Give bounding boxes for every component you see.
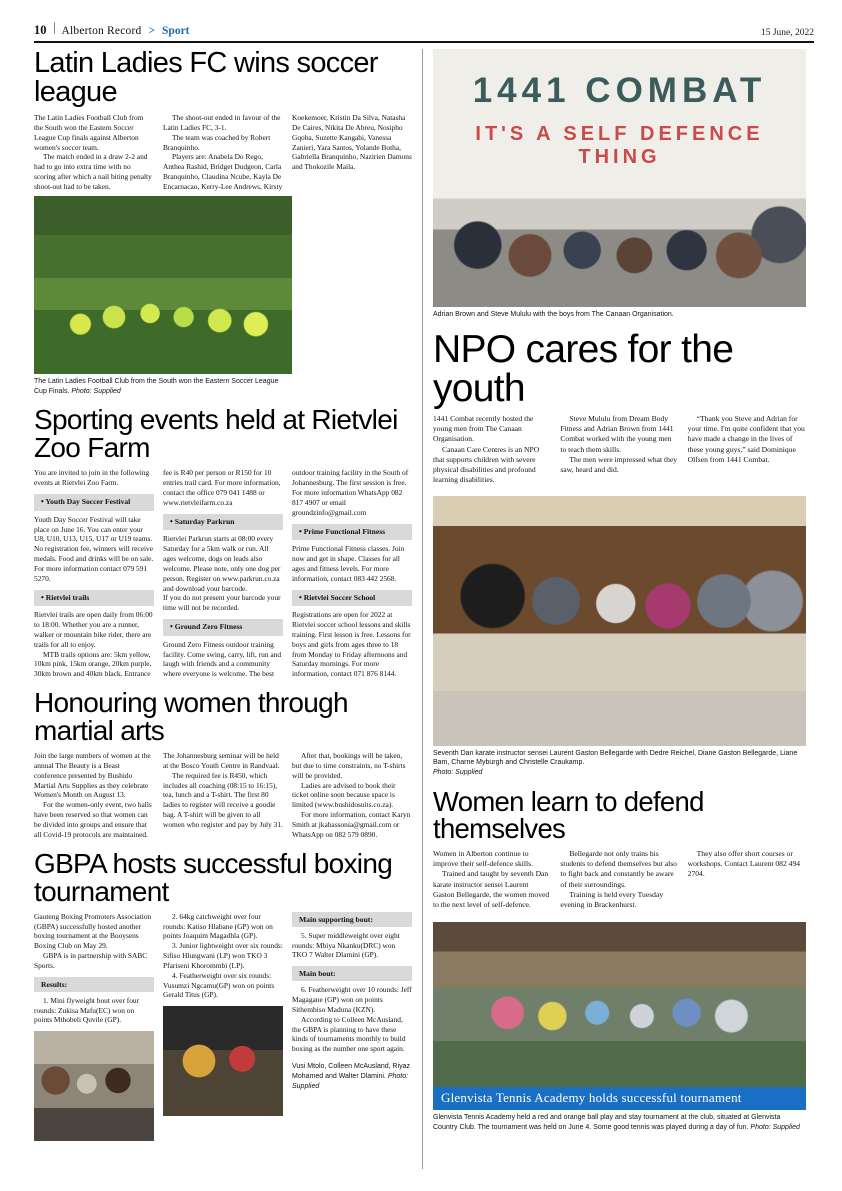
subsection-heading xyxy=(292,524,412,541)
paragraph: Join the large numbers of women at the annual The Beauty is a Beast conference presented by Bushido Martial Arts Supplies as they celebrate Women's Month on August 13. xyxy=(34,751,151,800)
issue-date: 15 June, 2022 xyxy=(760,28,814,38)
subsection-title: Saturday Parkrun xyxy=(174,516,235,526)
paragraph: For the women-only event, two halls have been reserved so that women can be divided into groups and ensure that all Covid-19 protocols are maintained. The Johannesburg seminar will be held at the Bosco Youth Centre in Randvaal. xyxy=(34,751,280,839)
subsection-title: Prime Functional Fitness xyxy=(303,526,386,536)
publication-title: Alberton Record xyxy=(61,25,142,37)
result-item: 2. 64kg catchweight over four rounds: Katiso Hlabane (GP) won on points Joaquim Magadhla (GP). xyxy=(163,911,273,941)
article-headline: NPO cares for the youth xyxy=(433,327,734,410)
article-self-defence xyxy=(433,785,806,911)
paragraph: The match ended in a draw 2-2 and had to go into extra time with no scoring after which a nail biting penalty shoot-out had to be taken. xyxy=(34,152,152,191)
caption-text: The Latin Ladies Football Club from the South won the Eastern Soccer League Cup Finals. xyxy=(34,377,279,395)
paragraph: If you do not present your barcode your time will not be recorded. xyxy=(163,593,281,613)
paragraph: Rietvlei trails are open daily from 06:00 to 18:00. Whether you are a runner, walker or mountain bike rider, there are trails for all to enjoy. xyxy=(34,610,153,649)
subsection-title: Ground Zero Fitness xyxy=(174,622,243,632)
paragraph: MTB trails options are: 5km yellow, 10km pink, 15km orange, 20km purple, 30km brown and 40km black. Entrance fee is R40 per person or R150 for 10 entries trail card. For more information, contact the office 079 041 1488 or www.rietvleifarm.co.za xyxy=(34,468,281,679)
bullet-icon: • xyxy=(299,526,302,536)
masthead-divider xyxy=(54,22,55,34)
caption-credit: Photo: Supplied xyxy=(750,1124,800,1132)
result-item: 1. Mini flyweight bout over four rounds: Zukisa Mafu(EC) won on points Mthobeli Quvile (GP). xyxy=(34,995,140,1025)
paragraph: Canaan Care Centres is an NPO that supports children with severe physical disabilities and profound learning disabilities. xyxy=(433,444,540,485)
subsection-heading xyxy=(163,619,283,636)
paragraph: Training is held every Tuesday evening in Brackenhurst. xyxy=(560,889,664,910)
paragraph: Women in Alberton continue to improve their self-defence skills. xyxy=(433,848,533,869)
article-headline: Latin Ladies FC wins soccer league xyxy=(34,47,378,108)
paragraph: The required fee is R450, which includes all coaching (08:15 to 16:15), tea, lunch and a T-shirt. The first 80 ladies to register will receive a goodie bag. A T-shirt will be given to all women who register and pay by July 31. xyxy=(163,770,283,829)
paragraph: Trained and taught by seventh Dan karate instructor sensei Laurent Gaston Bellegarde, the women moved to the next level of self-defence. xyxy=(433,869,550,910)
tennis-photo xyxy=(433,922,806,1087)
paragraph: Gauteng Boxing Promoters Association (GBPA) successfully hosted another boxing tournament at the Booysens Boxing Club on May 29. xyxy=(34,911,152,951)
paragraph: Ladies are advised to book their ticket online soon because space is limited (www.bushidosuits.co.za). xyxy=(292,780,396,810)
article-npo xyxy=(433,327,806,486)
masthead-left xyxy=(34,22,190,38)
paragraph: The men were impressed what they saw, heard and did. xyxy=(560,454,678,475)
left-column xyxy=(34,49,422,1169)
paragraph: Ground Zero Fitness outdoor training facility. Come swing, carry, lift, run and laugh with friends and a community where everyone is welcome. The best outdoor training facility in the South of Johannesburg. The first session is free. For more information WhatsApp 082 817 4907 or email groundzinfo@gmail.com xyxy=(163,468,409,679)
article-martial-arts xyxy=(34,689,412,840)
paragraph: Bellegarde not only trains his students to defend themselves but also to fight back and constantly be aware of their surroundings. xyxy=(560,848,677,889)
article-headline: Honouring women through martial arts xyxy=(34,687,348,747)
caption-text: Glenvista Tennis Academy held a red and orange ball play and stay tournament at the club, situated at Glenvista Country Club. The tournament was held on June 4. Some good tennis was played during a day of fun. xyxy=(433,1114,781,1132)
paragraph: Players are: Anabela Do Rego, Anthea Rashid, Bridget Dudgeon, Carla Branquinho, Claudina Ncube, Kayla De Encarnacao, Kerry-Lee Andrews, Kirsty Koekemoer, Kristin Da Silva, Natasha De Caires, Nikita De Abreu, Nosipho Gqoba, Suzette Kangabi, Vanessa Zanieri, Yara Santos, Yolande Botha, Gabriella Branquinho, Nazirien Damons and Thokozile Maila. xyxy=(163,113,412,191)
boxing-photo-left xyxy=(34,1031,154,1141)
paragraph: The team was coached by Robert Branquinho. xyxy=(163,132,271,152)
article-body xyxy=(433,414,806,486)
paragraph: Rietvlei Parkrun starts at 08:00 every Saturday for a 5km walk or run. All ages welcome, dogs on leads also welcome. Please note, only one dog per person. Register on www.parkrun.co.za and download your barcode. xyxy=(163,534,281,593)
subsection-title: Rietvlei Soccer School xyxy=(303,592,376,602)
photo-caption xyxy=(292,1062,412,1091)
paragraph: Prime Functional Fitness classes. Join now and get in shape. Classes for all ages and fitness levels. For more information, contact 083 442 2568. xyxy=(292,544,405,583)
paragraph: You are invited to join in the following events at Rietvlei Zoo Farm. xyxy=(34,468,150,488)
paragraph: They also offer short courses or workshops. Contact Laurent 082 494 2704. xyxy=(687,848,801,879)
page-body xyxy=(34,49,814,1169)
paragraph: 1441 Combat recently hosted the young men from The Canaan Organisation. xyxy=(433,413,534,444)
article-headline: Women learn to defend themselves xyxy=(433,785,704,845)
karate-caption xyxy=(433,749,806,778)
article-latin-ladies xyxy=(34,49,412,192)
article-headline: GBPA hosts successful boxing tournament xyxy=(34,847,393,907)
bullet-icon: • xyxy=(170,622,173,632)
paragraph: Youth Day Soccer Festival will take place on June 16. You can enter your U8, U10, U13, U15, U17 or U19 teams. No registration fee, winners will receive medals. Food and drinks will be on sale. For more information contact 079 591 5270. xyxy=(34,514,154,583)
bout-item: According to Colleen McAusland, the GBPA is planning to have these kinds of tournaments monthly to build boxing as the number one sport again. xyxy=(292,1014,406,1054)
right-column xyxy=(422,49,806,1169)
caption-credit: Photo: Supplied xyxy=(71,387,121,395)
paragraph: GBPA is in partnership with SABC Sports. xyxy=(34,951,148,970)
caption-text: Seventh Dan karate instructor sensei Laurent Gaston Bellegarde with Dedre Reichel, Diane Gaston Bellegarde, Liane Bam, Charne Myburgh and Christelle Craukamp. xyxy=(433,749,798,767)
combat-tagline: IT'S A SELF DEFENCE THING xyxy=(475,123,764,168)
bout-item: 5. Super middleweight over eight rounds: Mbiya Nkanku(DRC) won TKO 7 Walter Dlamini (GP). xyxy=(292,930,400,960)
bout-item: 6. Featherweight over 10 rounds: Jeff Magagane (GP) won on points Sithembiso Maduna (KZN). xyxy=(292,985,412,1014)
paragraph: “Thank you Steve and Adrian for your time. I'm quite confident that you have made a change in the lives of these young guys,” said Dominique Olfsen from 1441 Combat. xyxy=(687,413,805,464)
subsection-heading xyxy=(34,590,154,607)
result-item: 4. Featherweight over six rounds: Vusumzi Ngcamu(GP) won on points Gerald Titus (GP). xyxy=(163,970,275,1000)
caption-credit: Photo: Supplied xyxy=(292,1072,409,1090)
caption-credit: Photo: Supplied xyxy=(433,769,483,777)
subsection-heading xyxy=(34,494,154,511)
article-body xyxy=(34,751,412,840)
bullet-icon: • xyxy=(170,516,173,526)
tennis-block xyxy=(433,922,806,1133)
main-supporting-heading: Main supporting bout: xyxy=(292,912,412,927)
caption-text: Vusi Mtolo, Colleen McAusland, Riyaz Mohamed and Walter Dlamini. xyxy=(292,1063,411,1080)
subsection-title: Rietvlei trails xyxy=(45,592,90,602)
combat-logo xyxy=(433,71,806,111)
article-body xyxy=(34,113,412,192)
boxing-photo-right xyxy=(163,1006,283,1116)
subsection-title: Youth Day Soccer Festival xyxy=(45,497,131,507)
breadcrumb-separator: > xyxy=(148,25,156,37)
article-rietvlei xyxy=(34,406,412,679)
main-bout-heading: Main bout: xyxy=(292,966,412,981)
article-gbpa-boxing xyxy=(34,847,412,1142)
subsection-heading xyxy=(292,590,412,607)
results-heading: Results: xyxy=(34,977,154,992)
photo-caption xyxy=(34,377,292,397)
result-item: 3. Junior lightweight over six rounds: Sifiso Hlungwani (LP) won TKO 3 Pfariseni Khorommbi (LP). xyxy=(163,941,283,970)
bullet-icon: • xyxy=(299,592,302,602)
combat-banner-photo xyxy=(433,49,806,307)
karate-photo xyxy=(433,496,806,746)
masthead xyxy=(34,22,814,43)
tennis-headline-bar: Glenvista Tennis Academy holds successful tournament xyxy=(433,1087,806,1110)
section-name: Sport xyxy=(162,25,190,37)
bullet-icon: • xyxy=(41,592,44,602)
subsection-heading xyxy=(163,514,283,531)
page-number: 10 xyxy=(34,23,47,37)
article-body xyxy=(34,468,412,679)
article-headline: Sporting events held at Rietvlei Zoo Farm xyxy=(34,404,398,464)
paragraph: Registrations are open for 2022 at Rietvlei soccer school lessons and skills training. First lesson is free. Lessons for boys and girls from ages three to 18 from Monday to Friday afternoons and Saturday mornings. For more information, contact 071 876 8144. xyxy=(292,610,411,679)
paragraph: After that, bookings will be taken, but due to time constraints, no T-shirts will be provided. xyxy=(292,751,406,780)
paragraph: Steve Mululu from Dream Body Fitness and Adrian Brown from 1441 Combat worked with the young men to teach them skills. xyxy=(560,413,674,454)
paragraph: For more information, contact Karyn Smith at jkabassonia@gmail.com or WhatsApp on 082 579 0890. xyxy=(292,810,411,839)
combat-logo-word: COMBAT xyxy=(585,71,767,110)
combat-logo-number: 1441 xyxy=(472,71,571,110)
bullet-icon: • xyxy=(41,497,44,507)
banner-caption: Adrian Brown and Steve Mululu with the boys from The Canaan Organisation. xyxy=(433,311,674,318)
tennis-caption xyxy=(433,1113,806,1133)
article-body xyxy=(433,849,806,911)
paragraph: The Latin Ladies Football Club from the South won the Eastern Soccer League Cup finals against Alberton women's soccer team. xyxy=(34,113,144,152)
latin-ladies-photo xyxy=(34,196,292,374)
paragraph: The shoot-out ended in favour of the Latin Ladies FC, 3-1. xyxy=(163,113,281,132)
